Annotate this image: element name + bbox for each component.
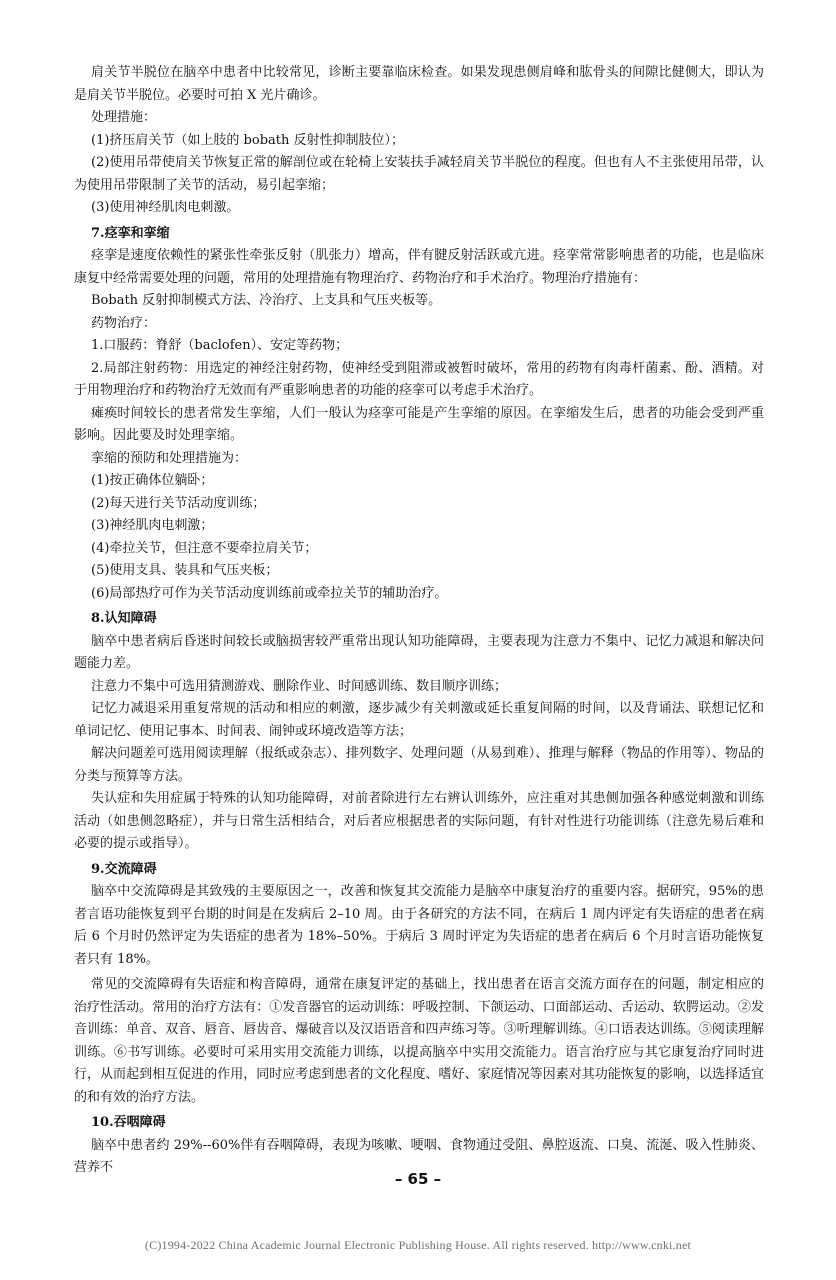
paragraph: (1)挤压肩关节（如上肢的 bobath 反射性抑制肢位）； xyxy=(91,132,404,148)
section-heading: 10.吞咽障碍 xyxy=(91,1115,166,1130)
paragraph: 处理措施： xyxy=(91,110,157,125)
paragraph: 药物治疗： xyxy=(91,315,157,331)
section-heading: 9.交流障碍 xyxy=(91,861,157,877)
body-text xyxy=(74,62,764,1180)
paragraph: 常见的交流障碍有失语症和构音障碍，通常在康复评定的基础上，找出患者在语言交流方面存在的问题，制定相应的治疗性活动。常用的治疗方法有：①发音器官的运动训练：呼吸控制、下颌运动、口面部运动、舌运动、软腭运动。②发音训练：单音、双音、唇音、唇齿音、爆破音以及汉语语音和四声练习等。③听理解训练。④口语表达训练。⑤阅读理解训练。⑥书写训练。必要时可采用实用交流能力训练，以提高脑卒中实用交流能力。语言治疗应与其它康复治疗同时进行，从而起到相互促进的作用，同时应考虑到患者的文化程度、嗜好、家庭情况等因素对其功能恢复的影响，以选择适宜的和有效的治疗方法。 xyxy=(74,977,764,1105)
paragraph: 肩关节半脱位在脑卒中患者中比较常见，诊断主要靠临床检查。如果发现患侧肩峰和肱骨头的间隙比健侧大，即认为是肩关节半脱位。必要时可拍 X 光片确诊。 xyxy=(74,65,764,103)
copyright-footer: (C)1994-2022 China Academic Journal Electronic Publishing House. All rights reserved. http://www.cnki.net xyxy=(144,1238,692,1252)
paragraph: 瘫痪时间较长的患者常发生挛缩，人们一般认为痉挛可能是产生挛缩的原因。在挛缩发生后，患者的功能会受到严重影响。因此要及时处理挛缩。 xyxy=(74,405,764,443)
page-number: – 65 – xyxy=(394,1170,442,1188)
paragraph: (2)使用吊带使肩关节恢复正常的解剖位或在轮椅上安装扶手减轻肩关节半脱位的程度。但也有人不主张使用吊带，认为使用吊带限制了关节的活动，易引起挛缩； xyxy=(74,155,764,193)
paragraph: 注意力不集中可选用猜测游戏、删除作业、时间感训练、数目顺序训练； xyxy=(91,678,508,694)
paragraph: (4)牵拉关节，但注意不要牵拉肩关节； xyxy=(91,540,318,556)
paragraph: 脑卒中患者约 29%--60%伴有吞咽障碍，表现为咳嗽、哽咽、食物通过受阻、鼻腔返流、口臭、流涎、吸入性肺炎、营养不 xyxy=(74,1137,764,1175)
paragraph: 挛缩的预防和处理措施为： xyxy=(91,450,248,466)
paragraph: 脑卒中交流障碍是其致残的主要原因之一，改善和恢复其交流能力是脑卒中康复治疗的重要内容。据研究，95%的患者言语功能恢复到平台期的时间是在发病后 2–10 周。由于各研究的方法不同，在病后 1 周内评定有失语症的患者在病后 6 个月时仍然评定为失语症的患者为 18%–50%。于病后 3 周时评定为失语症的患者在病后 6 个月时言语功能恢复者只有 18%。 xyxy=(74,884,764,967)
paragraph: (3)使用神经肌肉电刺激。 xyxy=(91,200,240,215)
paragraph: 记忆力减退采用重复常规的活动和相应的刺激，逐步减少有关刺激或延长重复间隔的时间，以及背诵法、联想记忆和单词记忆、使用记事本、时间表、闹钟或环境改造等方法； xyxy=(74,701,764,739)
section-heading: 7.痉挛和挛缩 xyxy=(91,225,170,241)
paragraph: 脑卒中患者病后昏迷时间较长或脑损害较严重常出现认知功能障碍，主要表现为注意力不集中、记忆力减退和解决问题能力差。 xyxy=(74,633,764,671)
paragraph: 2.局部注射药物：用选定的神经注射药物，使神经受到阻滞或被暂时破坏，常用的药物有肉毒杆菌素、酚、酒精。对于用物理治疗和药物治疗无效而有严重影响患者的功能的痉挛可以考虑手术治疗。 xyxy=(74,360,764,398)
paragraph: (2)每天进行关节活动度训练； xyxy=(91,495,266,511)
paragraph: 痉挛是速度依赖性的紧张性牵张反射（肌张力）增高，伴有腱反射活跃或亢进。痉挛常常影响患者的功能，也是临床康复中经常需要处理的问题，常用的处理措施有物理治疗、药物治疗和手术治疗。物理治疗措施有： xyxy=(74,248,764,286)
paragraph: (3)神经肌肉电刺激； xyxy=(91,518,214,533)
paragraph: 解决问题差可选用阅读理解（报纸或杂志）、排列数字、处理问题（从易到难）、推理与解释（物品的作用等）、物品的分类与预算等方法。 xyxy=(74,746,764,784)
paragraph: Bobath 反射抑制模式方法、冷治疗、上支具和气压夹板等。 xyxy=(91,293,442,308)
paragraph: (1)按正确体位躺卧； xyxy=(91,473,214,488)
paragraph: (6)局部热疗可作为关节活动度训练前或牵拉关节的辅助治疗。 xyxy=(91,585,448,601)
paragraph: (5)使用支具、装具和气压夹板； xyxy=(91,563,279,578)
paragraph: 失认症和失用症属于特殊的认知功能障碍，对前者除进行左右辨认训练外，应注重对其患侧加强各种感觉刺激和训练活动（如患侧忽略症），并与日常生活相结合，对后者应根据患者的实际问题，有针对性进行功能训练（注意先易后难和必要的提示或指导）。 xyxy=(74,791,764,851)
section-heading: 8.认知障碍 xyxy=(91,611,157,626)
paragraph: 1.口服药：脊舒（baclofen）、安定等药物； xyxy=(91,338,349,353)
